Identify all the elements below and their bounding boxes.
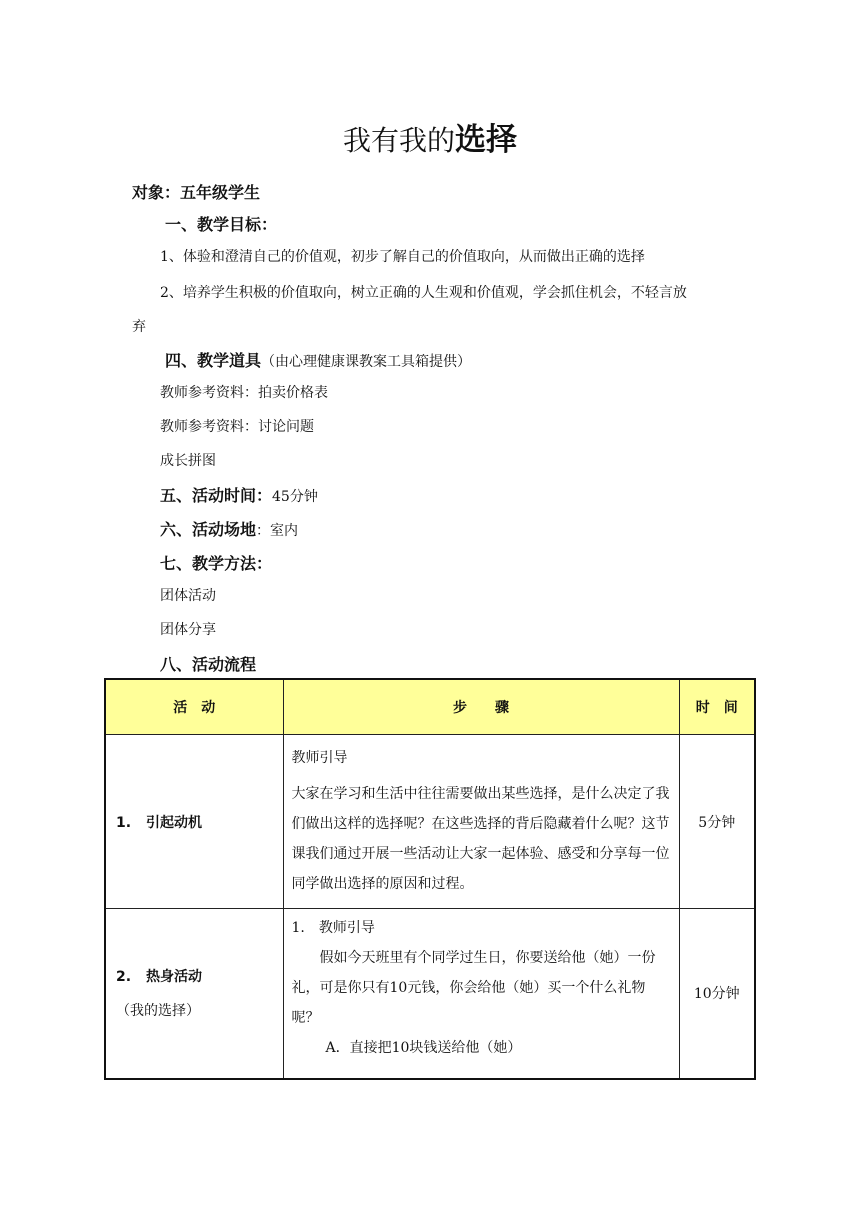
header-activity: 活 动 bbox=[105, 679, 283, 735]
activity-cell bbox=[105, 909, 283, 1079]
prop-item-3: 成长拼图 bbox=[160, 453, 216, 469]
title-bold: 选择 bbox=[455, 122, 517, 158]
activity-number: 2. bbox=[116, 969, 132, 986]
objective-1: 1、体验和澄清自己的价值观，初步了解自己的价值取向，从而做出正确的选择 bbox=[160, 249, 645, 265]
activity-name: 热身活动 bbox=[146, 969, 202, 986]
section4-heading bbox=[165, 348, 471, 371]
table-row bbox=[105, 909, 755, 1079]
section6-title: 六、活动场地 bbox=[160, 520, 257, 539]
step-text: 假如今天班里有个同学过生日，你要送给他（她）一份礼，可是你只有10元钱，你会给他（她）买一个什么礼物呢？ bbox=[291, 950, 656, 1026]
activity-title bbox=[106, 812, 283, 832]
time-cell: 10分钟 bbox=[679, 909, 755, 1079]
header-time: 时 间 bbox=[679, 679, 755, 735]
page-title bbox=[0, 120, 860, 161]
method-item-2: 团体分享 bbox=[160, 622, 216, 638]
section5-value: 45分钟 bbox=[272, 489, 318, 505]
steps-cell bbox=[283, 909, 679, 1079]
time-cell: 5分钟 bbox=[679, 735, 755, 909]
step-title: 教师引导 bbox=[291, 749, 348, 766]
section5-heading bbox=[160, 483, 318, 506]
objective-2-cont: 弃 bbox=[132, 319, 146, 335]
step-option: A．直接把10块钱送给他（她） bbox=[325, 1040, 522, 1056]
method-item-1: 团体活动 bbox=[160, 588, 216, 604]
prop-item-2: 教师参考资料：讨论问题 bbox=[160, 419, 314, 435]
section1-heading: 一、教学目标： bbox=[165, 215, 278, 234]
section6-value: ：室内 bbox=[256, 523, 299, 539]
activity-cell bbox=[105, 735, 283, 909]
activity-name: 引起动机 bbox=[146, 814, 202, 831]
activity-number: 1. bbox=[116, 814, 132, 831]
table-header-row bbox=[105, 679, 755, 735]
title-normal: 我有我的 bbox=[342, 124, 455, 157]
header-steps: 步 骤 bbox=[283, 679, 679, 735]
section4-title: 四、教学道具 bbox=[165, 351, 262, 370]
step-title: 1. 教师引导 bbox=[291, 920, 375, 936]
section7-heading: 七、教学方法： bbox=[160, 554, 273, 573]
prop-item-1: 教师参考资料：拍卖价格表 bbox=[160, 385, 328, 401]
section5-title: 五、活动时间： bbox=[160, 486, 273, 505]
steps-content bbox=[284, 739, 679, 905]
steps-cell bbox=[283, 735, 679, 909]
activity-title bbox=[106, 966, 283, 986]
table-row bbox=[105, 735, 755, 909]
section4-note: （由心理健康课教案工具箱提供） bbox=[261, 354, 472, 370]
objective-2: 2、培养学生积极的价值取向，树立正确的人生观和价值观，学会抓住机会，不轻言放 bbox=[160, 285, 687, 301]
step-text: 大家在学习和生活中往往需要做出某些选择，是什么决定了我们做出这样的选择呢？在这些选择的背后隐藏着什么呢？这节课我们通过开展一些活动让大家一起体验、感受和分享每一位同学做出选择的原因和过程。 bbox=[291, 785, 670, 892]
steps-content bbox=[284, 909, 679, 1069]
section8-heading: 八、活动流程 bbox=[160, 655, 257, 674]
audience-line: 对象：五年级学生 bbox=[132, 183, 261, 202]
activity-subtitle: （我的选择） bbox=[116, 1003, 200, 1020]
section6-heading bbox=[160, 517, 298, 540]
activity-flow-table bbox=[104, 678, 756, 1080]
